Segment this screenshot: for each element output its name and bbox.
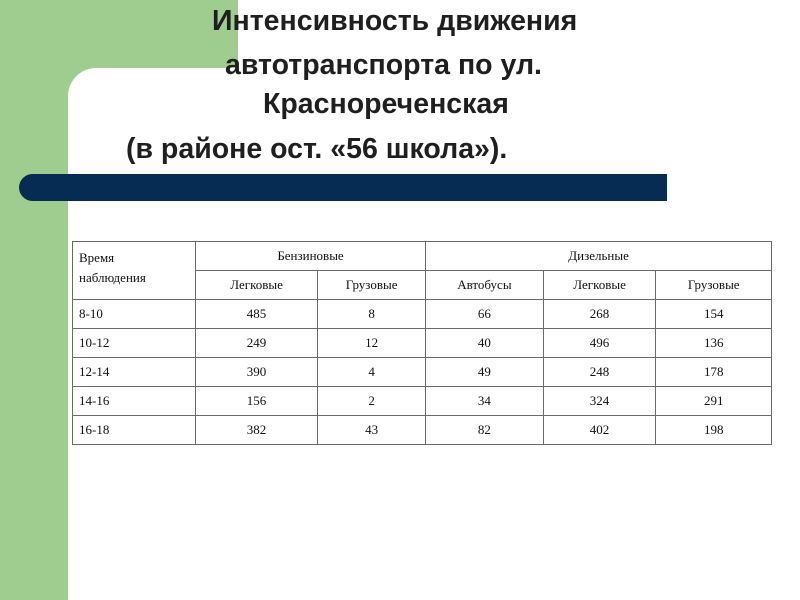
value-cell: 324 <box>543 387 656 416</box>
time-cell: 12-14 <box>73 358 196 387</box>
decorative-navy-bar <box>19 174 667 201</box>
table-row <box>73 416 772 445</box>
value-cell: 249 <box>195 329 317 358</box>
value-cell: 34 <box>426 387 544 416</box>
value-cell: 4 <box>318 358 426 387</box>
table-row <box>73 329 772 358</box>
column-header: Легковые <box>195 271 317 300</box>
value-cell: 43 <box>318 416 426 445</box>
value-cell: 382 <box>195 416 317 445</box>
table-row <box>73 358 772 387</box>
title-line-2: автотранспорта по ул. <box>225 49 542 81</box>
time-header <box>73 242 196 300</box>
value-cell: 40 <box>426 329 544 358</box>
group-header-diesel: Дизельные <box>426 242 772 271</box>
time-cell: 16-18 <box>73 416 196 445</box>
time-cell: 10-12 <box>73 329 196 358</box>
value-cell: 8 <box>318 300 426 329</box>
value-cell: 49 <box>426 358 544 387</box>
value-cell: 136 <box>656 329 772 358</box>
column-header: Легковые <box>543 271 656 300</box>
table-row <box>73 387 772 416</box>
column-header: Автобусы <box>426 271 544 300</box>
value-cell: 82 <box>426 416 544 445</box>
title-line-3: Краснореченская <box>263 88 509 120</box>
value-cell: 156 <box>195 387 317 416</box>
value-cell: 154 <box>656 300 772 329</box>
column-header: Грузовые <box>318 271 426 300</box>
column-header: Грузовые <box>656 271 772 300</box>
value-cell: 178 <box>656 358 772 387</box>
value-cell: 268 <box>543 300 656 329</box>
time-header-line1: Время <box>79 250 115 265</box>
value-cell: 390 <box>195 358 317 387</box>
table-row <box>73 300 772 329</box>
title-line-1: Интенсивность движения <box>212 5 578 37</box>
value-cell: 66 <box>426 300 544 329</box>
time-cell: 14-16 <box>73 387 196 416</box>
traffic-table <box>72 241 772 445</box>
value-cell: 291 <box>656 387 772 416</box>
value-cell: 12 <box>318 329 426 358</box>
value-cell: 2 <box>318 387 426 416</box>
time-cell: 8-10 <box>73 300 196 329</box>
time-header-line2: наблюдения <box>79 270 146 285</box>
table-header-row-1 <box>73 242 772 271</box>
value-cell: 402 <box>543 416 656 445</box>
group-header-gasoline: Бензиновые <box>195 242 425 271</box>
value-cell: 198 <box>656 416 772 445</box>
value-cell: 248 <box>543 358 656 387</box>
value-cell: 485 <box>195 300 317 329</box>
value-cell: 496 <box>543 329 656 358</box>
title-line-4: (в районе ост. «56 школа»). <box>126 133 508 165</box>
